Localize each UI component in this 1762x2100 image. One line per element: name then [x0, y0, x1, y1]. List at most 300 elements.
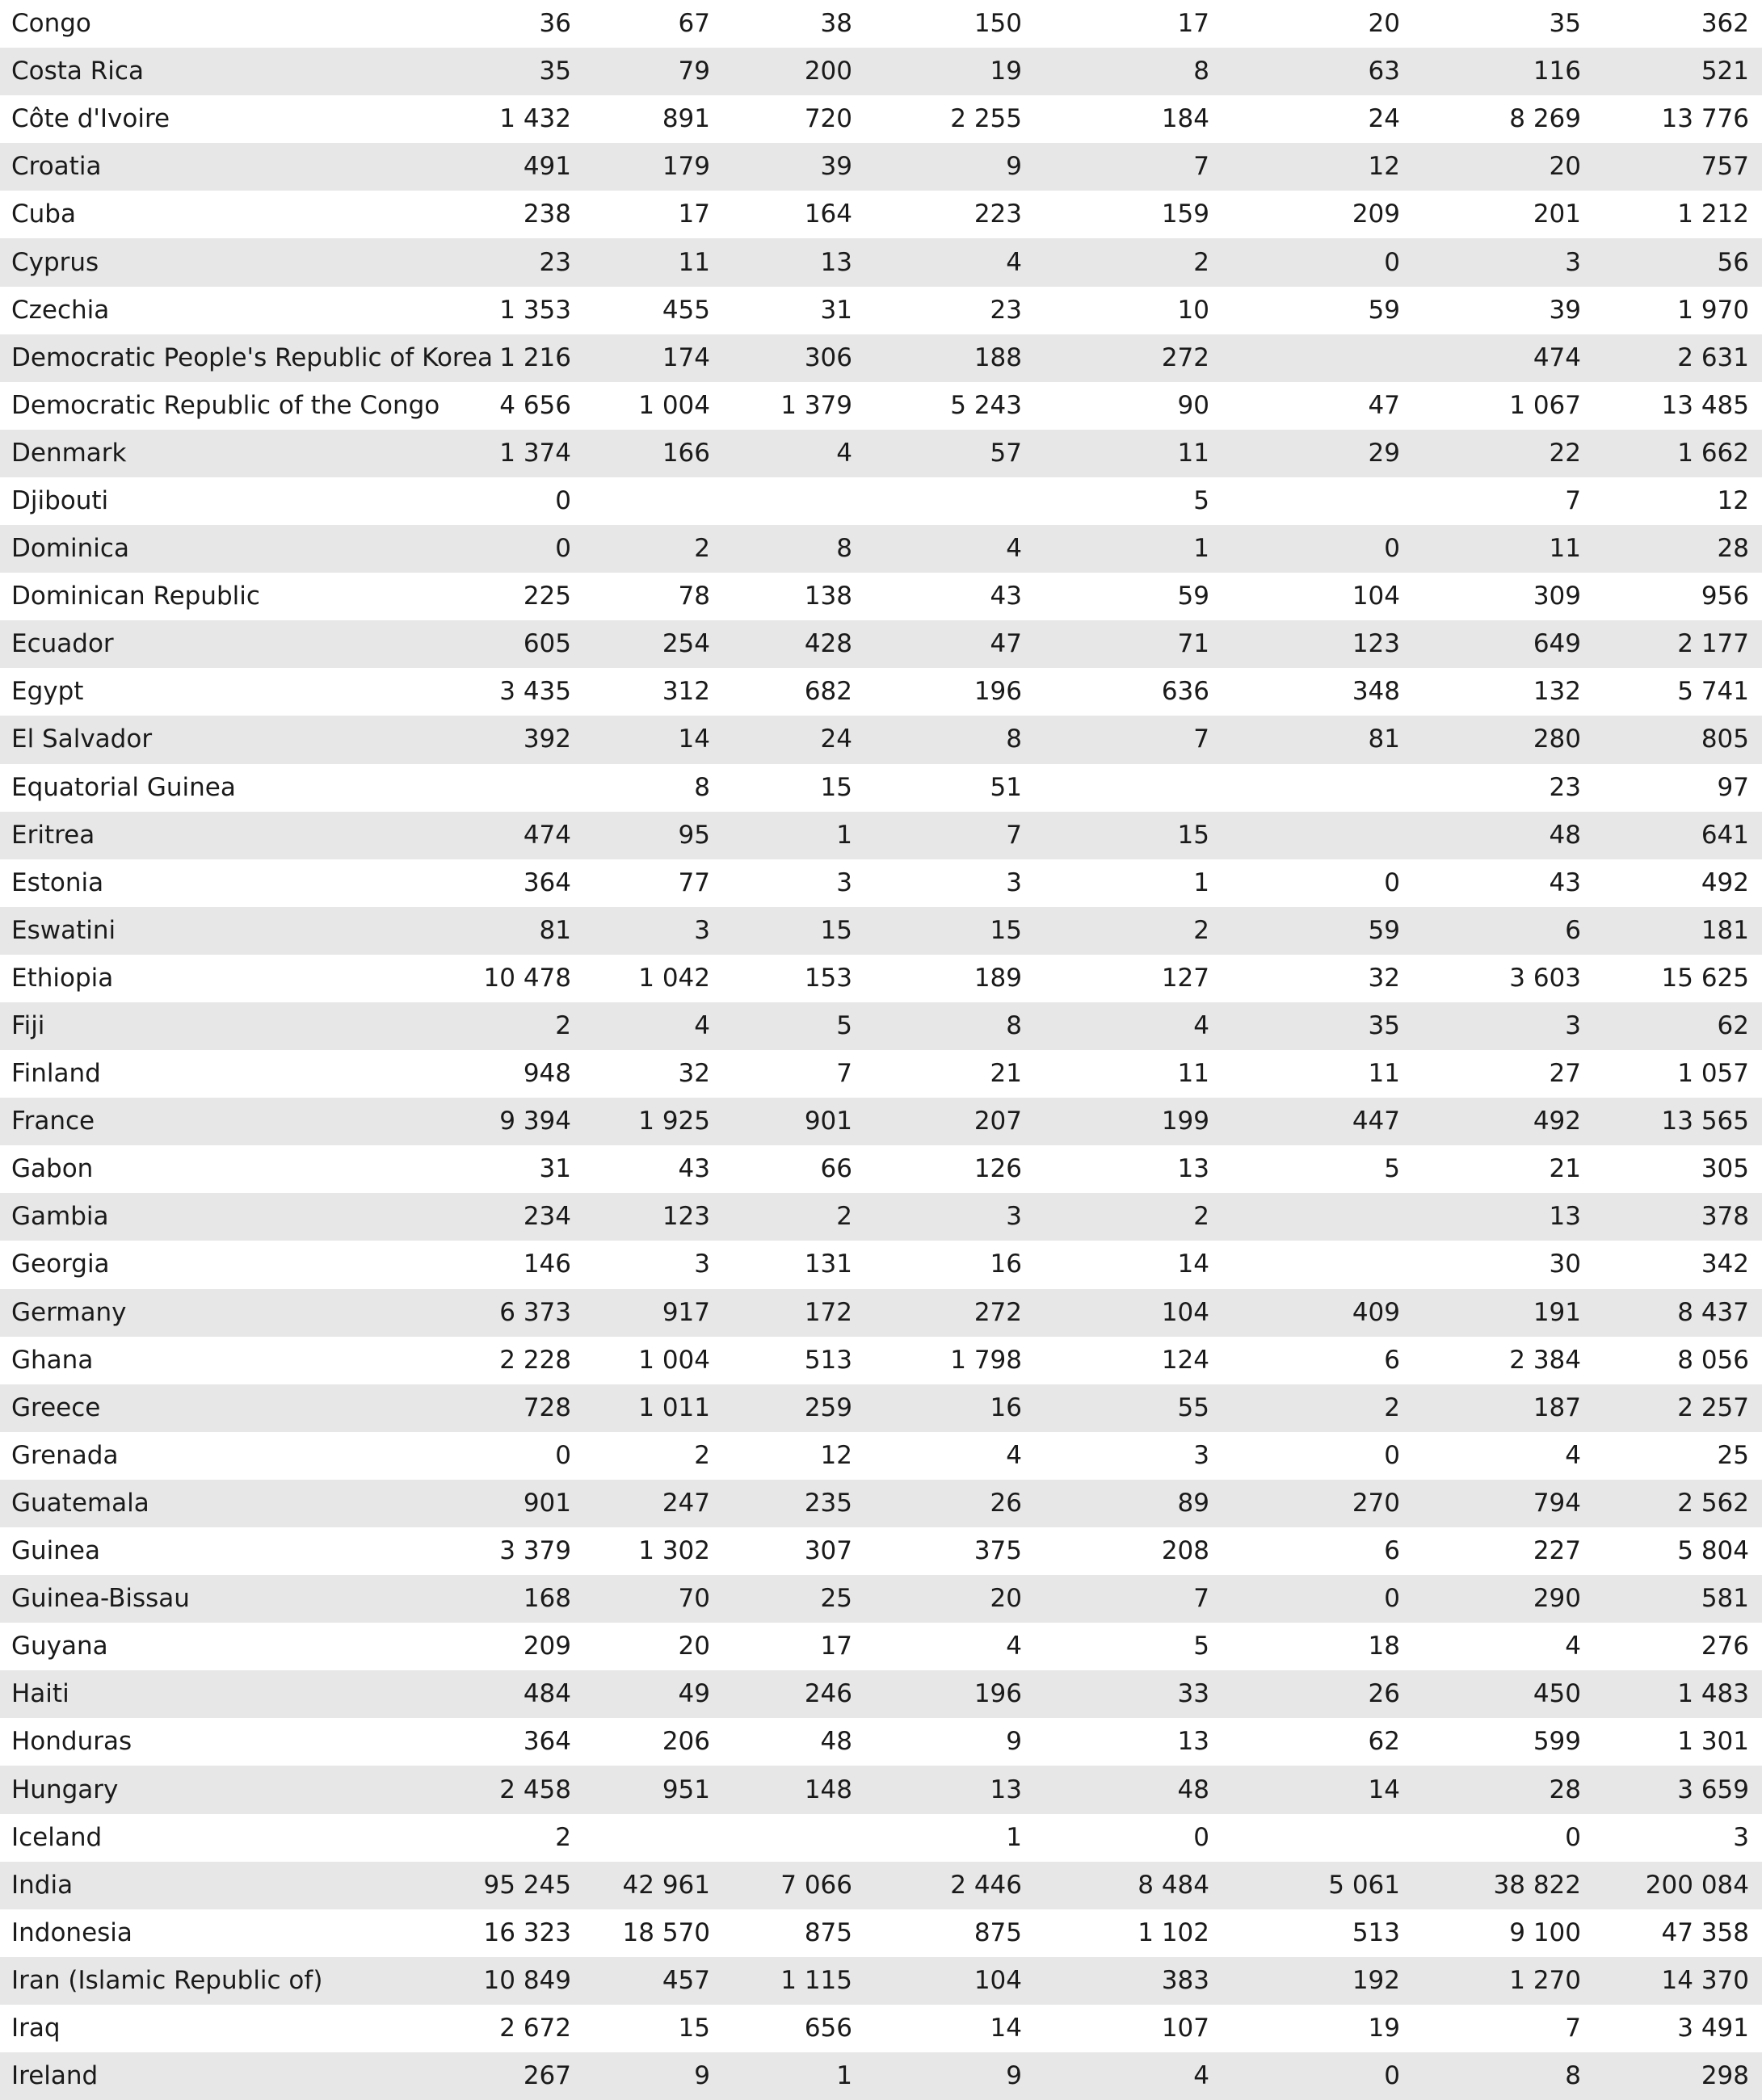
country-cell: Egypt: [11, 677, 84, 707]
table-row: [0, 1050, 1762, 1098]
value-cell: 16: [990, 1250, 1022, 1279]
value-cell: 187: [1533, 1392, 1581, 1422]
value-cell: 383: [1161, 1965, 1209, 1995]
value-cell: 24: [820, 724, 852, 754]
table-row: [0, 1957, 1762, 2005]
table-row: [0, 764, 1762, 812]
value-cell: 3: [694, 1250, 710, 1279]
value-cell: 48: [1549, 820, 1581, 850]
value-cell: 31: [539, 1154, 571, 1184]
value-cell: [1222, 764, 1413, 812]
value-cell: 270: [1352, 1488, 1400, 1518]
value-cell: 272: [974, 1297, 1022, 1327]
value-cell: 13 565: [1661, 1107, 1749, 1136]
value-cell: 123: [1352, 629, 1400, 659]
value-cell: 2 255: [950, 104, 1022, 134]
value-cell: 3: [1006, 1202, 1022, 1232]
value-cell: 38: [820, 9, 852, 39]
value-cell: 63: [1368, 57, 1400, 86]
table-row: [0, 907, 1762, 955]
value-cell: 11: [1368, 1059, 1400, 1089]
value-cell: 6: [1384, 1345, 1400, 1375]
value-cell: 7: [1565, 2013, 1581, 2043]
value-cell: 196: [974, 1679, 1022, 1709]
value-cell: 174: [662, 342, 710, 372]
value-cell: 901: [804, 1107, 852, 1136]
value-cell: 3 659: [1677, 1774, 1749, 1804]
value-cell: 1 102: [1138, 1917, 1209, 1947]
value-cell: 14: [1368, 1774, 1400, 1804]
value-cell: 0: [1384, 534, 1400, 564]
value-cell: 2 177: [1677, 629, 1749, 659]
value-cell: 5: [1193, 1632, 1209, 1661]
country-cell: India: [11, 1870, 74, 1900]
value-cell: 184: [1161, 104, 1209, 134]
value-cell: 48: [1177, 1774, 1209, 1804]
value-cell: 0: [1565, 1822, 1581, 1852]
value-cell: 3: [836, 867, 852, 897]
table-row: [0, 2052, 1762, 2100]
value-cell: 59: [1368, 915, 1400, 945]
value-cell: 7 066: [780, 1870, 852, 1900]
value-cell: 11: [678, 247, 710, 277]
value-cell: 13: [990, 1774, 1022, 1804]
value-cell: 5 741: [1677, 677, 1749, 707]
country-cell: Cyprus: [11, 247, 99, 277]
table-row: [0, 1527, 1762, 1575]
value-cell: 95: [678, 820, 710, 850]
table-row: [0, 143, 1762, 191]
value-cell: 8: [1006, 724, 1022, 754]
table-row: [0, 716, 1762, 763]
value-cell: 15: [820, 915, 852, 945]
value-cell: 38 822: [1493, 1870, 1581, 1900]
value-cell: 168: [523, 1584, 571, 1614]
value-cell: 7: [1006, 820, 1022, 850]
value-cell: 66: [820, 1154, 852, 1184]
value-cell: 1 067: [1509, 390, 1581, 420]
value-cell: 8: [1006, 1011, 1022, 1041]
value-cell: 5 061: [1328, 1870, 1400, 1900]
table-row: [0, 287, 1762, 334]
value-cell: 47: [1368, 390, 1400, 420]
value-cell: 15: [678, 2013, 710, 2043]
value-cell: 104: [1161, 1297, 1209, 1327]
value-cell: [1035, 764, 1222, 812]
country-cell: Dominica: [11, 534, 129, 564]
value-cell: 875: [974, 1917, 1022, 1947]
country-cell: Costa Rica: [11, 57, 144, 86]
table-row: [0, 1718, 1762, 1766]
value-cell: 104: [974, 1965, 1022, 1995]
value-cell: 259: [804, 1392, 852, 1422]
value-cell: 0: [1384, 2061, 1400, 2091]
value-cell: 1: [836, 820, 852, 850]
value-cell: 794: [1533, 1488, 1581, 1518]
value-cell: 375: [974, 1536, 1022, 1566]
value-cell: 9 100: [1509, 1917, 1581, 1947]
value-cell: 378: [1701, 1202, 1749, 1232]
value-cell: 1 004: [638, 390, 710, 420]
value-cell: [723, 477, 865, 525]
value-cell: 956: [1701, 582, 1749, 611]
value-cell: 306: [804, 342, 852, 372]
value-cell: 267: [523, 2061, 571, 2091]
table-row: [0, 1337, 1762, 1384]
value-cell: 225: [523, 582, 571, 611]
value-cell: 21: [990, 1059, 1022, 1089]
value-cell: 234: [523, 1202, 571, 1232]
country-cell: Congo: [11, 9, 91, 39]
value-cell: 1 057: [1677, 1059, 1749, 1089]
value-cell: 364: [523, 1727, 571, 1757]
value-cell: 656: [804, 2013, 852, 2043]
table-row: [0, 0, 1762, 48]
country-cell: Equatorial Guinea: [11, 772, 236, 802]
value-cell: 4: [1193, 1011, 1209, 1041]
value-cell: 23: [1549, 772, 1581, 802]
value-cell: 15: [990, 915, 1022, 945]
value-cell: 10 478: [483, 963, 571, 993]
country-cell: Ghana: [11, 1345, 94, 1375]
value-cell: 8 269: [1509, 104, 1581, 134]
table-row: [0, 1145, 1762, 1193]
value-cell: [723, 1814, 865, 1862]
value-cell: 42 961: [622, 1870, 710, 1900]
value-cell: 116: [1533, 57, 1581, 86]
value-cell: 14 370: [1661, 1965, 1749, 1995]
value-cell: 8: [694, 772, 710, 802]
value-cell: 3: [1006, 867, 1022, 897]
value-cell: 757: [1701, 152, 1749, 182]
value-cell: 20: [678, 1632, 710, 1661]
value-cell: 2 228: [499, 1345, 571, 1375]
value-cell: 0: [1384, 1440, 1400, 1470]
value-cell: 14: [990, 2013, 1022, 2043]
table-row: [0, 573, 1762, 620]
country-cell: El Salvador: [11, 724, 153, 754]
value-cell: 891: [662, 104, 710, 134]
value-cell: 2 257: [1677, 1392, 1749, 1422]
value-cell: 1: [1193, 534, 1209, 564]
value-cell: 192: [1352, 1965, 1400, 1995]
value-cell: 4: [1006, 534, 1022, 564]
value-cell: 3: [1565, 1011, 1581, 1041]
country-cell: Democratic Republic of the Congo: [11, 390, 440, 420]
value-cell: 1 379: [780, 390, 852, 420]
value-cell: 191: [1533, 1297, 1581, 1327]
value-cell: 124: [1161, 1345, 1209, 1375]
value-cell: 9: [1006, 1727, 1022, 1757]
value-cell: 0: [1384, 247, 1400, 277]
value-cell: 17: [678, 200, 710, 229]
value-cell: 1 270: [1509, 1965, 1581, 1995]
value-cell: 455: [662, 295, 710, 325]
value-cell: 5: [836, 1011, 852, 1041]
value-cell: [1222, 1241, 1413, 1288]
country-cell: Gambia: [11, 1202, 109, 1232]
table-row: [0, 334, 1762, 382]
country-cell: Estonia: [11, 867, 104, 897]
value-cell: [865, 477, 1035, 525]
value-cell: 36: [539, 9, 571, 39]
value-cell: 14: [678, 724, 710, 754]
value-cell: 450: [1533, 1679, 1581, 1709]
country-cell: Indonesia: [11, 1917, 132, 1947]
value-cell: 10 849: [483, 1965, 571, 1995]
table-row: [0, 1862, 1762, 1909]
value-cell: 28: [1549, 1774, 1581, 1804]
value-cell: 0: [555, 485, 571, 515]
value-cell: 1: [1193, 867, 1209, 897]
value-cell: 8: [836, 534, 852, 564]
value-cell: 1 004: [638, 1345, 710, 1375]
table-row: [0, 859, 1762, 907]
value-cell: 7: [1193, 724, 1209, 754]
value-cell: 206: [662, 1727, 710, 1757]
value-cell: 146: [523, 1250, 571, 1279]
value-cell: 3: [1193, 1440, 1209, 1470]
value-cell: 235: [804, 1488, 852, 1518]
value-cell: 492: [1701, 867, 1749, 897]
value-cell: 4: [1006, 247, 1022, 277]
value-cell: 2 562: [1677, 1488, 1749, 1518]
value-cell: 4: [1006, 1440, 1022, 1470]
country-cell: Iceland: [11, 1822, 103, 1852]
value-cell: 81: [1368, 724, 1400, 754]
value-cell: 1 483: [1677, 1679, 1749, 1709]
value-cell: 4: [836, 438, 852, 468]
country-cell: Guatemala: [11, 1488, 149, 1518]
value-cell: 474: [1533, 342, 1581, 372]
value-cell: 8: [1193, 57, 1209, 86]
value-cell: 12: [820, 1440, 852, 1470]
value-cell: 364: [523, 867, 571, 897]
country-cell: Ethiopia: [11, 963, 114, 993]
value-cell: 11: [1177, 438, 1209, 468]
country-cell: Democratic People's Republic of Korea: [11, 342, 494, 372]
value-cell: 951: [662, 1774, 710, 1804]
value-cell: 484: [523, 1679, 571, 1709]
value-cell: 22: [1549, 438, 1581, 468]
table-row: [0, 382, 1762, 430]
value-cell: 3 491: [1677, 2013, 1749, 2043]
value-cell: 11: [1177, 1059, 1209, 1089]
value-cell: 2: [694, 534, 710, 564]
value-cell: 18 570: [622, 1917, 710, 1947]
value-cell: 126: [974, 1154, 1022, 1184]
value-cell: 81: [539, 915, 571, 945]
value-cell: 254: [662, 629, 710, 659]
value-cell: 15 625: [1661, 963, 1749, 993]
value-cell: 89: [1177, 1488, 1209, 1518]
value-cell: 2: [694, 1440, 710, 1470]
value-cell: 20: [990, 1584, 1022, 1614]
value-cell: 153: [804, 963, 852, 993]
table-row: [0, 95, 1762, 143]
value-cell: 71: [1177, 629, 1209, 659]
table-row: [0, 1432, 1762, 1480]
value-cell: 7: [1193, 152, 1209, 182]
value-cell: 309: [1533, 582, 1581, 611]
value-cell: 428: [804, 629, 852, 659]
value-cell: 8 437: [1677, 1297, 1749, 1327]
value-cell: 21: [1549, 1154, 1581, 1184]
value-cell: 4: [1565, 1632, 1581, 1661]
table-row: [0, 2005, 1762, 2052]
value-cell: 238: [523, 200, 571, 229]
value-cell: 32: [678, 1059, 710, 1089]
value-cell: 70: [678, 1584, 710, 1614]
country-cell: Finland: [11, 1059, 101, 1089]
value-cell: 362: [1701, 9, 1749, 39]
value-cell: 0: [555, 1440, 571, 1470]
value-cell: 17: [820, 1632, 852, 1661]
value-cell: 25: [1717, 1440, 1749, 1470]
value-cell: 209: [1352, 200, 1400, 229]
value-cell: 1: [836, 2061, 852, 2091]
country-cell: France: [11, 1107, 95, 1136]
value-cell: 33: [1177, 1679, 1209, 1709]
value-cell: [1222, 334, 1413, 382]
value-cell: 720: [804, 104, 852, 134]
value-cell: 5 804: [1677, 1536, 1749, 1566]
value-cell: 492: [1533, 1107, 1581, 1136]
value-cell: 2: [1193, 915, 1209, 945]
value-cell: 2 384: [1509, 1345, 1581, 1375]
value-cell: 1 216: [499, 342, 571, 372]
value-cell: [440, 764, 584, 812]
value-cell: 13: [1549, 1202, 1581, 1232]
value-cell: 9: [694, 2061, 710, 2091]
value-cell: 16: [990, 1392, 1022, 1422]
value-cell: 682: [804, 677, 852, 707]
value-cell: 1 353: [499, 295, 571, 325]
value-cell: 138: [804, 582, 852, 611]
value-cell: 2 458: [499, 1774, 571, 1804]
country-cell: Dominican Republic: [11, 582, 260, 611]
value-cell: 636: [1161, 677, 1209, 707]
value-cell: 342: [1701, 1250, 1749, 1279]
value-cell: 1 432: [499, 104, 571, 134]
country-cell: Georgia: [11, 1250, 110, 1279]
value-cell: 290: [1533, 1584, 1581, 1614]
value-cell: 48: [820, 1727, 852, 1757]
table-row: [0, 477, 1762, 525]
value-cell: 12: [1717, 485, 1749, 515]
value-cell: 199: [1161, 1107, 1209, 1136]
country-cell: Grenada: [11, 1440, 119, 1470]
value-cell: 305: [1701, 1154, 1749, 1184]
value-cell: 49: [678, 1679, 710, 1709]
value-cell: 392: [523, 724, 571, 754]
value-cell: 43: [990, 582, 1022, 611]
value-cell: 7: [836, 1059, 852, 1089]
value-cell: 189: [974, 963, 1022, 993]
value-cell: 227: [1533, 1536, 1581, 1566]
value-cell: 13 485: [1661, 390, 1749, 420]
value-cell: 8: [1565, 2061, 1581, 2091]
value-cell: 875: [804, 1917, 852, 1947]
value-cell: 15: [820, 772, 852, 802]
value-cell: 23: [990, 295, 1022, 325]
country-cell: Iraq: [11, 2013, 61, 2043]
value-cell: 1: [1006, 1822, 1022, 1852]
value-cell: 6: [1565, 915, 1581, 945]
value-cell: 1 798: [950, 1345, 1022, 1375]
value-cell: 1 970: [1677, 295, 1749, 325]
value-cell: 97: [1717, 772, 1749, 802]
value-cell: 104: [1352, 582, 1400, 611]
value-cell: [1222, 1814, 1413, 1862]
value-cell: 307: [804, 1536, 852, 1566]
value-cell: 13: [820, 247, 852, 277]
country-cell: Hungary: [11, 1774, 119, 1804]
value-cell: 581: [1701, 1584, 1749, 1614]
value-cell: 3: [1565, 247, 1581, 277]
table-row: [0, 48, 1762, 95]
value-cell: 9: [1006, 2061, 1022, 2091]
value-cell: 18: [1368, 1632, 1400, 1661]
value-cell: 127: [1161, 963, 1209, 993]
country-cell: Czechia: [11, 295, 110, 325]
value-cell: 132: [1533, 677, 1581, 707]
table-row: [0, 1814, 1762, 1862]
value-cell: 29: [1368, 438, 1400, 468]
value-cell: 159: [1161, 200, 1209, 229]
country-cell: Eritrea: [11, 820, 95, 850]
value-cell: 1 115: [780, 1965, 852, 1995]
value-cell: 348: [1352, 677, 1400, 707]
value-cell: 2 446: [950, 1870, 1022, 1900]
table-row: [0, 812, 1762, 859]
value-cell: 280: [1533, 724, 1581, 754]
country-cell: Guyana: [11, 1632, 108, 1661]
value-cell: 901: [523, 1488, 571, 1518]
table-row: [0, 1193, 1762, 1241]
value-cell: [584, 477, 723, 525]
table-row: [0, 1002, 1762, 1050]
table-row: [0, 1623, 1762, 1670]
table-row: [0, 1575, 1762, 1623]
value-cell: 188: [974, 342, 1022, 372]
value-cell: 599: [1533, 1727, 1581, 1757]
value-cell: 201: [1533, 200, 1581, 229]
value-cell: 1 662: [1677, 438, 1749, 468]
value-cell: 26: [990, 1488, 1022, 1518]
value-cell: 39: [820, 152, 852, 182]
value-cell: 1 212: [1677, 200, 1749, 229]
table-row: [0, 1241, 1762, 1288]
value-cell: 35: [1549, 9, 1581, 39]
value-cell: 3 603: [1509, 963, 1581, 993]
value-cell: 62: [1368, 1727, 1400, 1757]
value-cell: 2: [1384, 1392, 1400, 1422]
value-cell: 39: [1549, 295, 1581, 325]
country-cell: Iran (Islamic Republic of): [11, 1965, 323, 1995]
value-cell: 13: [1177, 1727, 1209, 1757]
country-cell: Honduras: [11, 1727, 132, 1757]
value-cell: 209: [523, 1632, 571, 1661]
value-cell: 51: [990, 772, 1022, 802]
country-cell: Guinea-Bissau: [11, 1584, 190, 1614]
value-cell: 20: [1368, 9, 1400, 39]
country-cell: Fiji: [11, 1011, 45, 1041]
country-cell: Guinea: [11, 1536, 100, 1566]
value-cell: 513: [804, 1345, 852, 1375]
value-cell: 491: [523, 152, 571, 182]
value-cell: 123: [662, 1202, 710, 1232]
